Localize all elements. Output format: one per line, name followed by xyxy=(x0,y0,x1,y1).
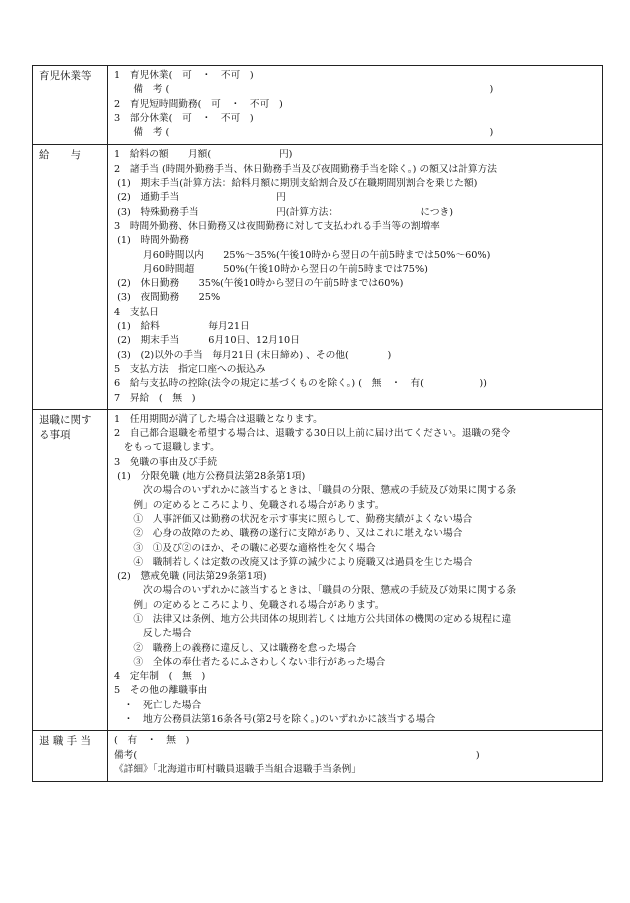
text-line: (3) (2)以外の手当 毎月21日 (末日締め) 、その他( ) xyxy=(114,349,392,361)
text-line: (1) 分限免職 (地方公務員法第28条第1項) xyxy=(114,471,306,483)
text-line: 1 給料の額 月額( 円) xyxy=(114,149,293,161)
header-cell xyxy=(33,66,108,145)
text-line: 次の場合のいずれかに該当するときは、「職員の分限、懲戒の手続及び効果に関する条 xyxy=(114,485,517,497)
text-line: 月60時間超 50%(午後10時から翌日の午前5時までは75%) xyxy=(114,263,428,275)
text-line: 6 給与支払時の控除(法令の規定に基づくものを除く。) ( 無 ・ 有( )) xyxy=(114,378,487,390)
text-line: ( 有 ・ 無 ) xyxy=(114,735,190,747)
text-line: 4 定年制 ( 無 ) xyxy=(114,671,206,683)
header-cell xyxy=(33,409,108,731)
body-cell xyxy=(108,66,603,145)
body-cell xyxy=(108,731,603,782)
text-line: ③ ①及び②のほか、その職に必要な適格性を欠く場合 xyxy=(114,542,376,554)
row-header-retirement-allowance: 退 職 手 当 xyxy=(39,735,92,748)
body-cell xyxy=(108,145,603,409)
text-line: ② 心身の故障のため、職務の遂行に支障があり、又はこれに堪えない場合 xyxy=(114,528,463,540)
text-line: 反した場合 xyxy=(114,628,192,640)
text-line: 5 その他の離職事由 xyxy=(114,685,208,697)
text-line: (2) 懲戒免職 (同法第29条第1項) xyxy=(114,571,267,583)
text-line: 3 免職の事由及び手続 xyxy=(114,456,218,468)
text-line: 月60時間以内 25%～35%(午後10時から翌日の午前5時までは50%～60%) xyxy=(114,249,491,261)
text-line: 例」の定めるところにより、免職される場合があります。 xyxy=(114,599,385,611)
employment-conditions-table xyxy=(32,65,603,782)
document-sheet xyxy=(32,65,600,782)
text-line: 《詳細》「北海道市町村職員退職手当組合退職手当条例」 xyxy=(114,763,362,775)
text-line: ・ 死亡した場合 xyxy=(114,699,202,711)
text-line: (1) 期末手当(計算方法：給料月額に期別支給割合及び在職期間別割合を乗じた額) xyxy=(114,178,478,190)
text-line: (3) 特殊勤務手当 円(計算方法： につき) xyxy=(114,206,454,218)
text-line: ① 人事評価又は勤務の状況を示す事実に照らして、勤務実績がよくない場合 xyxy=(114,513,473,525)
row-retirement-allowance xyxy=(33,731,603,782)
row-header-salary: 給 与 xyxy=(39,149,81,162)
text-line: ③ 全体の奉仕者たるにふさわしくない非行があった場合 xyxy=(114,656,386,668)
text-line: 備 考 ( ) xyxy=(114,84,494,96)
row-childcare-leave xyxy=(33,66,603,145)
text-line: 備考( ) xyxy=(114,749,480,761)
text-line: (2) 休日勤務 35%(午後10時から翌日の午前5時までは60%) xyxy=(114,278,404,290)
text-line: 備 考 ( ) xyxy=(114,127,494,139)
text-line: 次の場合のいずれかに該当するときは、「職員の分限、懲戒の手続及び効果に関する条 xyxy=(114,585,517,597)
row-salary xyxy=(33,145,603,409)
text-line: ・ 地方公務員法第16条各号(第2号を除く。)のいずれかに該当する場合 xyxy=(114,714,436,726)
text-line: 7 昇給 ( 無 ) xyxy=(114,392,196,404)
text-line: (1) 給料 毎月21日 xyxy=(114,321,250,333)
text-line: (2) 期末手当 6月10日、12月10日 xyxy=(114,335,300,347)
header-cell xyxy=(33,731,108,782)
text-line: ① 法律又は条例、地方公共団体の規則若しくは地方公共団体の機関の定める規程に違 xyxy=(114,613,512,625)
text-line: (1) 時間外勤務 xyxy=(114,235,189,247)
text-line: ② 職務上の義務に違反し、又は職務を怠った場合 xyxy=(114,642,357,654)
text-line: (2) 通勤手当 円 xyxy=(114,192,286,204)
text-line: 2 育児短時間勤務( 可 ・ 不可 ) xyxy=(114,98,283,110)
text-line: 3 時間外勤務、休日勤務又は夜間勤務に対して支払われる手当等の割増率 xyxy=(114,220,440,232)
text-line: 例」の定めるところにより、免職される場合があります。 xyxy=(114,499,385,511)
text-line: 1 育児休業( 可 ・ 不可 ) xyxy=(114,70,254,81)
row-header-childcare-leave: 育児休業等 xyxy=(39,70,92,82)
text-line: 1 任用期間が満了した場合は退職となります。 xyxy=(114,413,323,425)
body-cell xyxy=(108,409,603,731)
text-line: ④ 職制若しくは定数の改廃又は予算の減少により廃職又は過員を生じた場合 xyxy=(114,556,473,568)
header-cell xyxy=(33,145,108,409)
text-line: 5 支払方法 指定口座への振込み xyxy=(114,363,266,375)
text-line: 3 部分休業( 可 ・ 不可 ) xyxy=(114,112,254,124)
text-line: 2 諸手当 (時間外勤務手当、休日勤務手当及び夜間勤務手当を除く。) の額又は計算方法 xyxy=(114,163,497,175)
row-header-retirement-matters: 退職に関す る事項 xyxy=(39,413,92,441)
row-retirement-matters xyxy=(33,409,603,731)
text-line: 2 自己都合退職を希望する場合は、退職する30日以上前に届け出てください。退職の発令 xyxy=(114,428,511,440)
text-line: (3) 夜間勤務 25% xyxy=(114,292,221,304)
text-line: 4 支払日 xyxy=(114,306,159,318)
text-line: をもって退職します。 xyxy=(114,442,220,454)
